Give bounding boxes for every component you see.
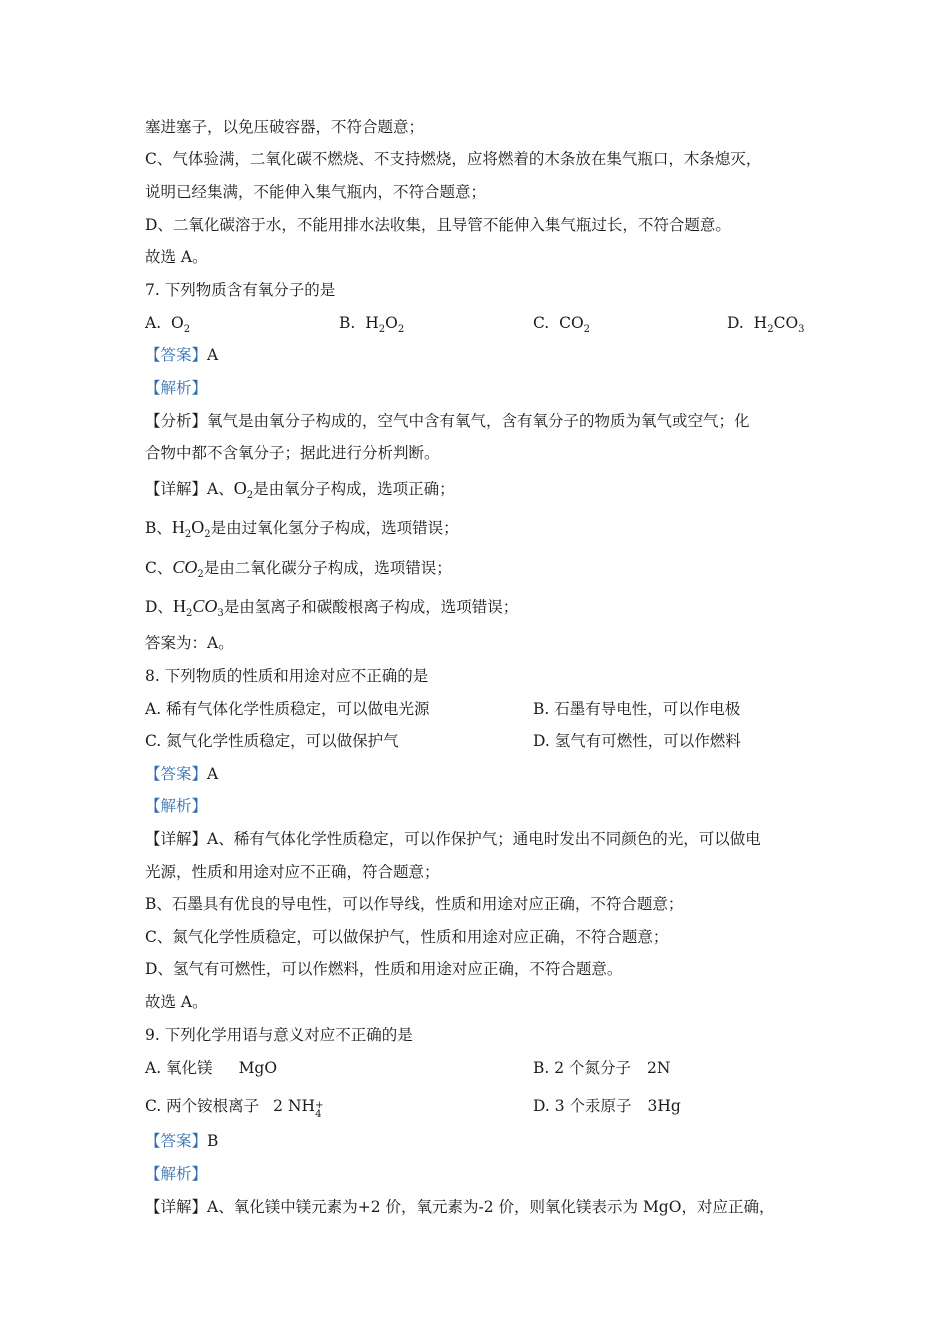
text-line: C、氮气化学性质稳定，可以做保护气，性质和用途对应正确，不符合题意；	[145, 928, 669, 946]
question-7-stem: 7. 下列物质含有氧分子的是	[145, 281, 336, 299]
q7-option-c	[533, 313, 590, 340]
detail-text: A、氧化镁中镁元素为+2 价，氧元素为-2 价，则氧化镁表示为 MgO，对应正确，	[207, 1198, 775, 1216]
analysis-tag: 【解析】	[145, 1165, 208, 1183]
q9-option-d	[533, 1096, 681, 1116]
q9-option-a	[145, 1058, 277, 1078]
q7-answer	[145, 345, 218, 365]
option-label: D.	[727, 314, 744, 332]
text-line: 说明已经集满，不能伸入集气瓶内，不符合题意；	[145, 183, 487, 201]
option-label: B.	[339, 314, 356, 332]
text-line: D、二氧化碳溶于水，不能用排水法收集，且导管不能伸入集气瓶过长，不符合题意。	[145, 216, 731, 234]
text-line: 塞进塞子，以免压破容器，不符合题意；	[145, 118, 425, 136]
question-9-stem: 9. 下列化学用语与意义对应不正确的是	[145, 1026, 413, 1044]
analysis-tag: 【解析】	[145, 379, 208, 397]
q8-analysis-tag	[145, 796, 207, 816]
text-line: 故选 A。	[145, 248, 208, 266]
option-label: A.	[145, 314, 162, 332]
subscript: 2	[184, 529, 192, 541]
option-label: D. 3 个汞原子	[533, 1097, 632, 1115]
q7-fenxi-line	[145, 411, 750, 431]
formula: MgO	[238, 1059, 278, 1077]
formula: 3Hg	[647, 1097, 681, 1115]
subscript: 2	[246, 490, 254, 502]
item-prefix: C、	[145, 559, 173, 577]
answer-tag: 【答案】	[145, 1132, 208, 1150]
detail-tag: 【详解】	[145, 480, 208, 498]
q8-option-a: A. 稀有气体化学性质稳定，可以做电光源	[145, 700, 430, 718]
answer-tag: 【答案】	[145, 346, 208, 364]
answer-value: A	[207, 765, 219, 783]
q7-detail-b	[145, 517, 459, 545]
text-line: C、气体验满，二氧化碳不燃烧、不支持燃烧，应将燃着的木条放在集气瓶口，木条熄灭，	[145, 150, 762, 168]
subscript: 3	[217, 608, 224, 620]
subscript: 4	[315, 1109, 322, 1120]
q7-option-a	[145, 313, 190, 340]
fenxi-tag: 【分析】	[145, 412, 208, 430]
text-line: 答案为：A。	[145, 634, 234, 652]
subscript: 2	[183, 324, 191, 336]
subscript: 2	[197, 569, 204, 581]
formula: H	[172, 596, 186, 616]
text-line: 合物中都不含氧分子；据此进行分析判断。	[145, 444, 440, 462]
subscript: 2	[583, 324, 591, 336]
q7-option-d	[727, 313, 805, 340]
q9-option-b	[533, 1058, 670, 1078]
formula: O	[385, 314, 398, 332]
option-label: C. 两个铵根离子	[145, 1097, 260, 1115]
option-label: C.	[533, 314, 550, 332]
text-line: D、氢气有可燃性，可以作燃料，性质和用途对应正确，不符合题意。	[145, 960, 623, 978]
analysis-tag: 【解析】	[145, 797, 208, 815]
q8-answer	[145, 764, 218, 784]
q9-detail-1	[145, 1197, 774, 1217]
answer-tag: 【答案】	[145, 765, 208, 783]
detail-text: 是由氢离子和碳酸根离子构成，选项错误；	[223, 598, 519, 616]
formula-coefficient: 2	[273, 1097, 284, 1115]
formula: CO	[773, 314, 799, 332]
superscript: +	[315, 1100, 324, 1111]
q7-detail-a	[145, 478, 455, 506]
subscript: 2	[204, 529, 211, 541]
q8-option-c: C. 氮气化学性质稳定，可以做保护气	[145, 732, 399, 750]
item-prefix: D、	[145, 598, 173, 616]
formula: H	[753, 314, 768, 332]
subscript: 3	[798, 324, 805, 336]
detail-text: A、稀有气体化学性质稳定，可以作保护气；通电时发出不同颜色的光，可以做电	[207, 830, 761, 848]
text-line: 光源，性质和用途对应不正确，符合题意；	[145, 863, 440, 881]
q9-option-c	[145, 1096, 323, 1119]
detail-text: 是由氧分子构成，选项正确；	[253, 480, 455, 498]
q9-answer	[145, 1131, 218, 1151]
formula: H	[171, 517, 185, 537]
q7-analysis-tag	[145, 378, 207, 398]
formula: H	[365, 314, 379, 332]
ion-charge-stack	[315, 1101, 323, 1119]
option-label: B. 2 个氮分子	[533, 1059, 632, 1077]
detail-tag: 【详解】	[145, 1198, 208, 1216]
formula: CO	[192, 596, 218, 616]
formula: 2N	[647, 1059, 671, 1077]
detail-text: 是由过氧化氢分子构成，选项错误；	[210, 519, 459, 537]
text-line: 故选 A。	[145, 993, 208, 1011]
formula: O	[233, 478, 247, 498]
q7-detail-c	[145, 557, 452, 585]
fenxi-text: 氧气是由氧分子构成的，空气中含有氧气，含有氧分子的物质为氧气或空气；化	[207, 412, 750, 430]
formula: O	[191, 517, 205, 537]
formula: CO	[172, 557, 198, 577]
subscript: 2	[378, 324, 386, 336]
question-8-stem: 8. 下列物质的性质和用途对应不正确的是	[145, 667, 429, 685]
detail-tag: 【详解】	[145, 830, 208, 848]
formula: O	[170, 314, 184, 332]
subscript: 2	[767, 324, 774, 336]
item-prefix: A、	[207, 480, 234, 498]
answer-value: A	[207, 346, 219, 364]
option-label: A. 氧化镁	[145, 1059, 213, 1077]
q7-option-b	[339, 313, 404, 340]
q7-detail-d	[145, 596, 518, 624]
subscript: 2	[185, 608, 193, 620]
item-prefix: B、	[145, 519, 172, 537]
formula: CO	[559, 314, 584, 332]
detail-text: 是由二氧化碳分子构成，选项错误；	[203, 559, 452, 577]
q8-option-d: D. 氢气有可燃性，可以作燃料	[533, 732, 741, 750]
formula: NH	[287, 1097, 316, 1115]
subscript: 2	[397, 324, 405, 336]
answer-value: B	[207, 1132, 219, 1150]
q9-analysis-tag	[145, 1164, 207, 1184]
q8-detail-1	[145, 829, 761, 849]
text-line: B、石墨具有优良的导电性，可以作导线，性质和用途对应正确，不符合题意；	[145, 895, 684, 913]
q8-option-b: B. 石墨有导电性，可以作电极	[533, 700, 741, 718]
